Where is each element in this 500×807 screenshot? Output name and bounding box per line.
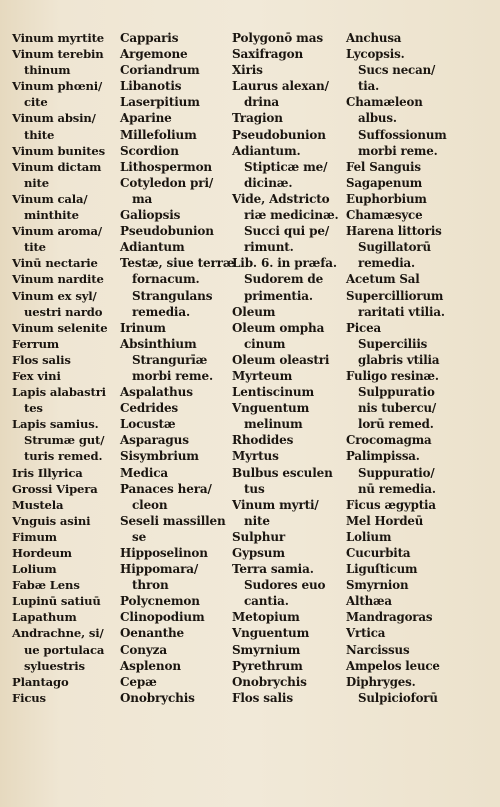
- index-entry: Sagapenum: [346, 175, 423, 190]
- index-entry: Libanotis: [120, 79, 182, 94]
- index-entry: Pseudobunion: [120, 224, 214, 239]
- index-entry: Lib. 6. in præfa.: [232, 256, 337, 271]
- index-entry: Stipticæ me/: [244, 159, 328, 174]
- index-entry: Polycnemon: [120, 594, 200, 609]
- index-entry: Harena littoris: [346, 224, 442, 239]
- index-entry: Oenanthe: [120, 626, 185, 641]
- index-entry: thite: [24, 127, 55, 142]
- index-entry: Polygonō mas: [232, 31, 323, 45]
- index-entry: drina: [244, 95, 280, 110]
- index-entry: Lapis samius.: [12, 417, 99, 432]
- index-entry: Smyrnium: [232, 642, 301, 657]
- index-entry: albus.: [358, 111, 397, 126]
- index-entry: Irinum: [120, 320, 166, 335]
- index-entry: minthite: [24, 208, 79, 223]
- column-2: [120, 30, 238, 706]
- index-entry: Flos salis: [232, 690, 293, 705]
- index-entry: Vnguentum: [232, 401, 310, 416]
- index-entry: Iris Illyrica: [12, 465, 83, 480]
- index-entry: Medica: [120, 465, 169, 480]
- index-entry: Narcissus: [346, 642, 410, 657]
- index-entry: cite: [24, 95, 48, 110]
- index-entry: Pseudobunion: [232, 127, 326, 142]
- index-entry: melinum: [244, 417, 303, 432]
- index-entry: Ferrum: [12, 336, 59, 351]
- column-1: [12, 30, 118, 706]
- column-4: [346, 30, 496, 706]
- index-entry: Superciliis: [358, 336, 428, 351]
- index-entry: Metopium: [232, 610, 300, 625]
- index-entry: thron: [132, 578, 169, 593]
- index-entry: Vinum cala/: [12, 191, 88, 206]
- index-entry: Fel Sanguis: [346, 159, 421, 174]
- index-entry: Vinum terebin: [12, 47, 104, 62]
- index-entry: Chamæsyce: [346, 208, 423, 223]
- index-entry: Suppuratio/: [358, 465, 435, 480]
- index-entry: Laserpitium: [120, 95, 200, 110]
- index-entry: Strumæ gut/: [24, 433, 105, 448]
- index-entry: Cepæ: [120, 674, 157, 689]
- index-entry: Hipposelinon: [120, 546, 208, 560]
- index-entry: cinum: [244, 336, 286, 351]
- index-entry: cleon: [132, 497, 168, 512]
- index-entry: ue portulaca: [24, 642, 105, 657]
- index-entry: Acetum Sal: [346, 272, 420, 287]
- index-entry: Liguſticum: [346, 562, 418, 577]
- index-entry: Lapis alabastri: [12, 385, 106, 400]
- index-entry: Locustæ: [120, 417, 176, 432]
- index-entry: Conyza: [120, 642, 167, 657]
- index-entry: Lentiscinum: [232, 385, 315, 400]
- index-entry: Strangulans: [132, 288, 213, 303]
- index-entry: riæ medicinæ.: [244, 208, 339, 223]
- index-entry: Chamæleon: [346, 95, 423, 110]
- index-entry: Picea: [346, 320, 381, 335]
- index-entry: fornacum.: [132, 272, 200, 287]
- index-entry: Sisymbrium: [120, 449, 199, 464]
- index-entry: Cucurbita: [346, 546, 411, 560]
- index-entry: Myrtus: [232, 449, 279, 464]
- index-entry: Sudorem de: [244, 272, 324, 287]
- index-entry: Lapathum: [12, 610, 77, 625]
- index-entry: Diphryges.: [346, 674, 416, 689]
- index-entry: Saxifragon: [232, 47, 304, 62]
- index-entry: Lycopsis.: [346, 47, 405, 62]
- index-entry: Vinum ex syl/: [12, 288, 97, 303]
- index-entry: Testæ, siue terræ: [120, 256, 235, 271]
- index-entry: Scordion: [120, 143, 179, 158]
- index-entry: Suffossionum: [358, 127, 447, 142]
- index-entry: Vinum aroma/: [12, 224, 102, 239]
- index-entry: Bulbus esculen: [232, 465, 333, 480]
- index-entry: Oleum ompha: [232, 320, 325, 335]
- index-entry: Adiantum: [120, 240, 185, 255]
- index-entry: nis tubercu/: [358, 401, 437, 416]
- index-entry: Vinum dictam: [12, 159, 102, 174]
- index-entry: Cedrides: [120, 401, 179, 416]
- index-entry: Grossi Vipera: [12, 481, 98, 496]
- index-entry: Palimpissa.: [346, 449, 420, 464]
- index-entry: Vinum myrti/: [232, 497, 319, 512]
- index-entry: nite: [24, 175, 49, 190]
- index-entry: Mel Hordeū: [346, 513, 424, 528]
- index-entry: Vinum selenite: [12, 320, 108, 335]
- index-entry: raritati vtilia.: [358, 304, 445, 319]
- index-entry: Fex vini: [12, 368, 61, 383]
- index-entry: Gypsum: [232, 546, 285, 560]
- index-entry: Plantago: [12, 674, 69, 689]
- index-entry: Vrtica: [346, 626, 386, 641]
- index-entry: Adiantum.: [232, 143, 301, 158]
- index-entry: Vinum nardite: [12, 272, 104, 287]
- index-entry: Hordeum: [12, 546, 72, 560]
- index-entry: Myrteum: [232, 368, 293, 383]
- index-entry: morbi reme.: [358, 143, 438, 158]
- index-entry: Euphorbium: [346, 191, 427, 206]
- index-entry: Sugillatorū: [358, 240, 431, 255]
- index-entry: tes: [24, 401, 43, 416]
- index-entry: Asparagus: [120, 433, 189, 448]
- index-entry: nite: [244, 513, 270, 528]
- index-entry: Coriandrum: [120, 63, 200, 78]
- index-entry: Cotyledon pri/: [120, 175, 214, 190]
- index-entry: Pyrethrum: [232, 658, 303, 673]
- index-entry: Lolium: [12, 562, 57, 577]
- column-3: [232, 30, 350, 706]
- index-entry: Mandragoras: [346, 610, 433, 625]
- index-entry: Absinthium: [120, 336, 197, 351]
- index-entry: Terra samia.: [232, 562, 314, 577]
- index-entry: Althæa: [346, 594, 392, 609]
- index-entry: Argemone: [120, 47, 188, 62]
- index-entry: Aspalathus: [120, 385, 193, 400]
- index-entry: Vinū nectarie: [12, 256, 98, 271]
- index-entry: remedia.: [132, 304, 190, 319]
- index-entry: Seseli massillen: [120, 513, 226, 528]
- index-entry: Vinum bunites: [12, 143, 106, 158]
- index-entry: rimunt.: [244, 240, 294, 255]
- index-entry: lorū remed.: [358, 417, 434, 432]
- index-entry: tus: [244, 481, 265, 496]
- index-entry: Andrachne, si/: [12, 626, 104, 641]
- index-entry: Crocomagma: [346, 433, 432, 448]
- index-entry: Lithospermon: [120, 159, 212, 174]
- index-entry: Laurus alexan/: [232, 79, 329, 94]
- index-entry: Asplenon: [120, 658, 181, 673]
- index-entry: Panaces hera/: [120, 481, 212, 496]
- index-entry: ma: [132, 191, 153, 206]
- index-entry: Millefolium: [120, 127, 197, 142]
- index-entry: Strangurīæ: [132, 352, 208, 367]
- index-entry: Ficus ægyptia: [346, 497, 436, 512]
- index-entry: Vinum myrtite: [12, 31, 105, 45]
- index-entry: Vinum phœni/: [12, 79, 103, 94]
- index-entry: Succi qui pe/: [244, 224, 330, 239]
- index-entry: cantia.: [244, 594, 289, 609]
- index-entry: Ficus: [12, 690, 46, 705]
- index-entry: uestri nardo: [24, 304, 103, 319]
- index-entry: Supercilliorum: [346, 288, 444, 303]
- index-entry: morbi reme.: [132, 368, 213, 383]
- index-entry: Sucs necan/: [358, 63, 436, 78]
- index-entry: Vnguentum: [232, 626, 310, 641]
- index-entry: glabris vtilia: [358, 352, 440, 367]
- index-entry: Oleum oleastri: [232, 352, 330, 367]
- index-entry: Xiris: [232, 63, 263, 78]
- index-entry: Sudores euo: [244, 578, 326, 593]
- index-entry: Vnguis asini: [12, 513, 91, 528]
- index-entry: Vinum absin/: [12, 111, 96, 126]
- index-entry: Aparine: [120, 111, 172, 126]
- index-entry: tia.: [358, 79, 380, 94]
- index-entry: nū remedia.: [358, 481, 436, 496]
- index-entry: Mustela: [12, 497, 64, 512]
- index-entry: Onobrychis: [120, 690, 195, 705]
- index-entry: syluestris: [24, 658, 85, 673]
- index-entry: Anchusa: [346, 31, 402, 45]
- index-entry: Sulphur: [232, 529, 286, 544]
- index-entry: se: [132, 529, 147, 544]
- index-entry: turis remed.: [24, 449, 103, 464]
- index-entry: Oleum: [232, 304, 276, 319]
- index-entry: Clinopodium: [120, 610, 205, 625]
- index-entry: Fabæ Lens: [12, 578, 80, 593]
- index-entry: remedia.: [358, 256, 415, 271]
- index-entry: Galiopsis: [120, 208, 181, 223]
- index-entry: Sulpicioforū: [358, 690, 438, 705]
- index-entry: dicinæ.: [244, 175, 293, 190]
- index-entry: Smyrnion: [346, 578, 409, 593]
- index-entry: Vide, Adstricto: [232, 191, 330, 206]
- index-entry: Hippomara/: [120, 562, 199, 577]
- index-entry: Rhodides: [232, 433, 294, 448]
- index-entry: Ampelos leuce: [346, 658, 440, 673]
- index-entry: thinum: [24, 63, 71, 78]
- index-entry: Onobrychis: [232, 674, 307, 689]
- index-entry: Fimum: [12, 529, 57, 544]
- index-entry: Tragion: [232, 111, 283, 126]
- index-entry: tite: [24, 240, 46, 255]
- index-entry: Lolium: [346, 529, 392, 544]
- index-entry: Sulppuratio: [358, 385, 435, 400]
- index-entry: Lupinū satiuū: [12, 594, 101, 609]
- index-entry: primentia.: [244, 288, 313, 303]
- index-entry: Capparis: [120, 31, 179, 45]
- index-entry: Flos salis: [12, 352, 71, 367]
- index-entry: Fuligo resinæ.: [346, 368, 439, 383]
